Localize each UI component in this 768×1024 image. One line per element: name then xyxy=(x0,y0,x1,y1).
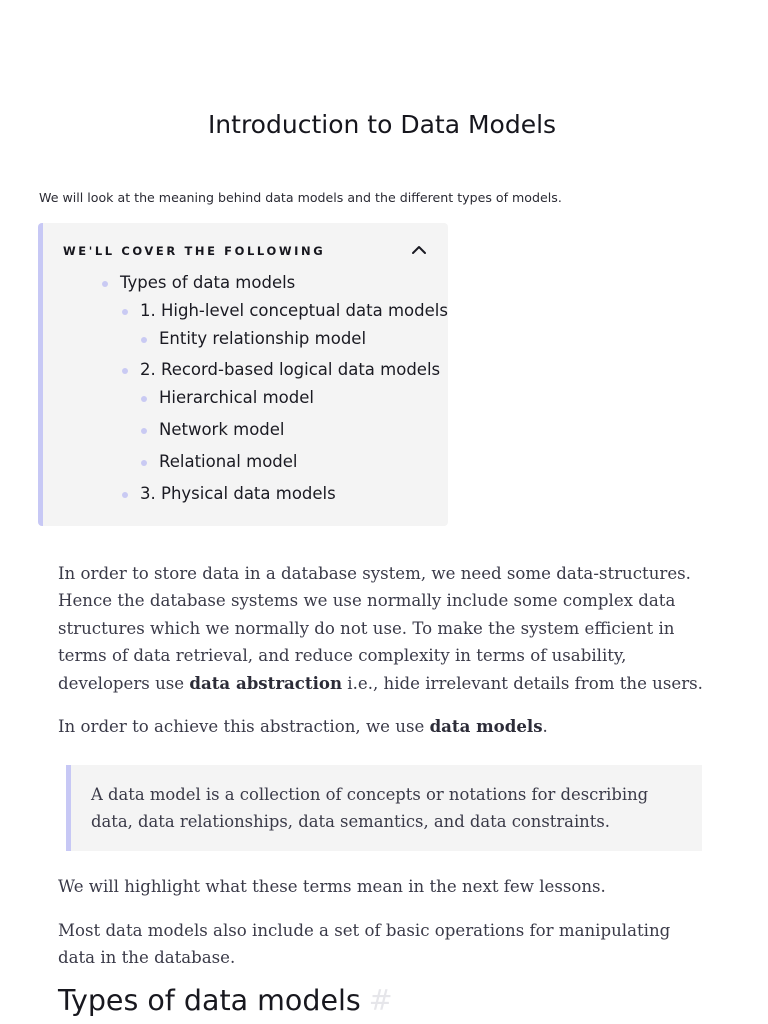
toc-item-network-model[interactable]: Network model xyxy=(159,420,285,439)
toc-item-types-of-data-models[interactable]: Types of data models xyxy=(120,273,296,292)
bold-term-data-models: data models xyxy=(429,716,543,736)
section-heading-text: Types of data models xyxy=(58,984,361,1017)
chevron-up-icon[interactable] xyxy=(410,242,428,258)
paragraph-highlight-terms: We will highlight what these terms mean in the next few lessons. xyxy=(58,877,606,896)
toc-header: WE'LL COVER THE FOLLOWING xyxy=(63,244,326,258)
toc-item-relational-model[interactable]: Relational model xyxy=(159,452,298,471)
paragraph-data-abstraction xyxy=(58,560,708,697)
toc-item-conceptual-models[interactable]: 1. High-level conceptual data models xyxy=(140,301,448,320)
table-of-contents xyxy=(38,223,448,526)
blockquote-text: A data model is a collection of concepts or notations for describing data, data relationships, data semantics, and data constraints. xyxy=(91,785,649,831)
toc-item-logical-models[interactable]: 2. Record-based logical data models xyxy=(140,360,441,379)
paragraph-data-models xyxy=(58,713,708,740)
section-heading-types xyxy=(58,984,393,1017)
paragraph-text: In order to store data in a database system, we need some data-structures. Hence the database systems we use normally include some complex data structures which we normally do not use. To make the system efficient in terms of data retrieval, and reduce complexity in terms of usability, developers use xyxy=(58,564,691,693)
paragraph-basic-operations: Most data models also include a set of basic operations for manipulating data in the database. xyxy=(58,921,671,968)
paragraph-text: . xyxy=(542,717,548,736)
definition-blockquote xyxy=(66,765,702,851)
toc-item-entity-relationship[interactable]: Entity relationship model xyxy=(159,329,367,348)
toc-item-physical-models[interactable]: 3. Physical data models xyxy=(140,484,336,503)
paragraph-text: In order to achieve this abstraction, we use xyxy=(58,717,430,736)
paragraph-text: i.e., hide irrelevant details from the users. xyxy=(342,673,703,693)
heading-anchor-link[interactable]: # xyxy=(368,984,393,1017)
lesson-subtitle: We will look at the meaning behind data models and the different types of models. xyxy=(39,190,562,205)
bold-term-data-abstraction: data abstraction xyxy=(189,672,343,693)
toc-item-hierarchical-model[interactable]: Hierarchical model xyxy=(159,388,314,407)
page-title: Introduction to Data Models xyxy=(207,110,557,139)
